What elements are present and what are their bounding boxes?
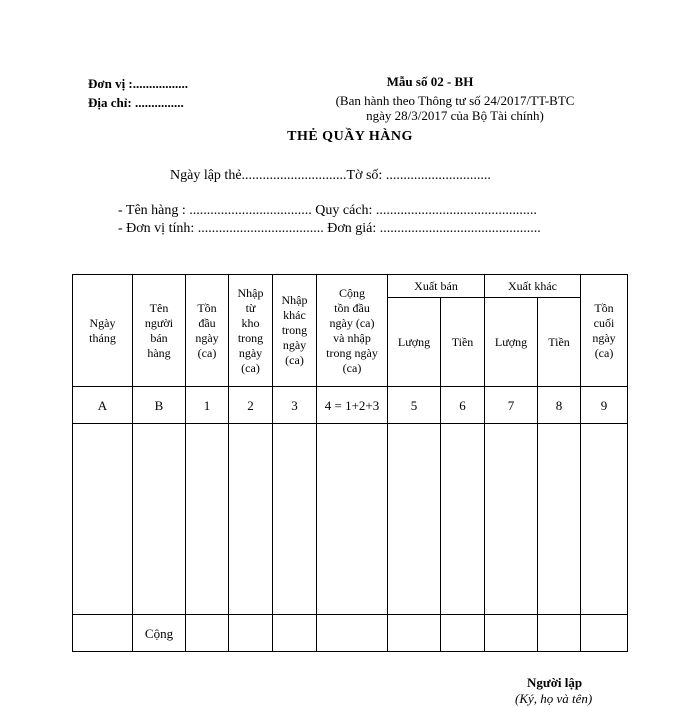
col-number: 5 — [388, 387, 441, 424]
col-number: 2 — [229, 387, 273, 424]
header-closing: Tồn cuối ngày (ca) — [581, 275, 628, 387]
empty-cell[interactable] — [388, 615, 441, 652]
empty-cell[interactable] — [273, 424, 317, 615]
signer-note: (Ký, họ và tên) — [515, 691, 593, 706]
address-label: Địa chỉ: ............... — [88, 95, 184, 110]
empty-cell[interactable] — [73, 615, 133, 652]
header-other-group: Xuất khác — [485, 275, 581, 298]
page-title: THẺ QUẦY HÀNG — [287, 129, 413, 144]
header-sales-group: Xuất bán — [388, 275, 485, 298]
empty-cell[interactable] — [186, 615, 229, 652]
header-sales-amount: Tiền — [441, 298, 485, 387]
col-number: 8 — [538, 387, 581, 424]
empty-cell[interactable] — [538, 424, 581, 615]
column-number-row — [73, 387, 628, 424]
empty-cell[interactable] — [538, 615, 581, 652]
entry-area-row — [73, 424, 628, 615]
header-sales-qty: Lượng — [388, 298, 441, 387]
total-row-label: Cộng — [133, 615, 186, 652]
empty-cell[interactable] — [441, 424, 485, 615]
issued-line-2: ngày 28/3/2017 của Bộ Tài chính) — [366, 108, 544, 123]
col-number: A — [73, 387, 133, 424]
unit-label: Đơn vị :................. — [88, 76, 189, 91]
empty-cell[interactable] — [186, 424, 229, 615]
col-number: B — [133, 387, 186, 424]
empty-cell[interactable] — [229, 424, 273, 615]
header-total: Cộng tồn đầu ngày (ca) và nhập trong ngày (ca) — [317, 275, 388, 387]
unit-line: - Đơn vị tính: .................................... Đơn giá: .............................................. — [118, 221, 541, 236]
empty-cell[interactable] — [388, 424, 441, 615]
header-date: Ngày tháng — [73, 275, 133, 387]
header-seller: Tên người bán hàng — [133, 275, 186, 387]
col-number: 4 = 1+2+3 — [317, 387, 388, 424]
empty-cell[interactable] — [485, 615, 538, 652]
col-number: 9 — [581, 387, 628, 424]
empty-cell[interactable] — [485, 424, 538, 615]
header-import-other: Nhập khác trong ngày (ca) — [273, 275, 317, 387]
issued-line-1: (Ban hành theo Thông tư số 24/2017/TT-BTC — [335, 93, 575, 108]
col-number: 6 — [441, 387, 485, 424]
header-other-amount: Tiền — [538, 298, 581, 387]
empty-cell[interactable] — [581, 424, 628, 615]
date-line: Ngày lập thẻ..............................Tờ số: .............................. — [170, 168, 491, 183]
goods-line: - Tên hàng : ................................... Quy cách: .............................................. — [118, 203, 537, 218]
signer-title: Người lập — [527, 675, 583, 690]
counter-card-table — [72, 274, 628, 652]
empty-cell[interactable] — [581, 615, 628, 652]
col-number: 1 — [186, 387, 229, 424]
empty-cell[interactable] — [441, 615, 485, 652]
form-code: Mẫu số 02 - BH — [386, 74, 474, 89]
header-import-stock: Nhập từ kho trong ngày (ca) — [229, 275, 273, 387]
total-row — [73, 615, 628, 652]
empty-cell[interactable] — [133, 424, 186, 615]
empty-cell[interactable] — [229, 615, 273, 652]
empty-cell[interactable] — [273, 615, 317, 652]
col-number: 7 — [485, 387, 538, 424]
empty-cell[interactable] — [73, 424, 133, 615]
empty-cell[interactable] — [317, 615, 388, 652]
header-opening: Tồn đầu ngày (ca) — [186, 275, 229, 387]
col-number: 3 — [273, 387, 317, 424]
empty-cell[interactable] — [317, 424, 388, 615]
header-other-qty: Lượng — [485, 298, 538, 387]
